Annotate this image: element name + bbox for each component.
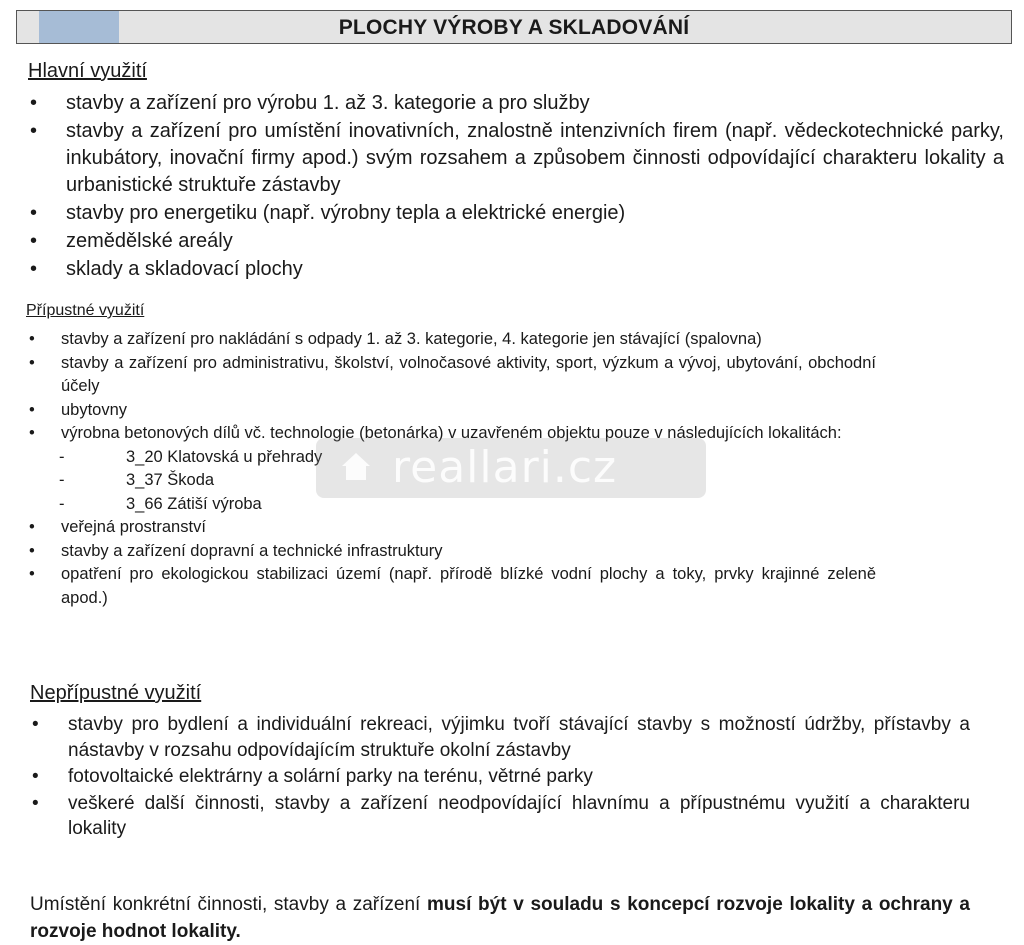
bullet-icon: •	[30, 230, 38, 252]
watermark-text: reallari.cz	[392, 442, 618, 493]
bullet-icon: •	[29, 565, 35, 583]
bullet-icon: •	[29, 518, 35, 536]
bullet-icon: •	[30, 92, 38, 114]
bullet-icon: •	[29, 330, 35, 348]
locality-item: - 3_66 Zátiší výroba	[59, 494, 262, 513]
house-icon	[338, 448, 374, 484]
bullet-icon: •	[30, 258, 38, 280]
closing-statement: Umístění konkrétní činnosti, stavby a zařízení musí být v souladu s koncepcí rozvoje lokality a ochrany a rozvoje hodnot lokality.	[30, 894, 970, 942]
permitted-use-heading: Přípustné využití	[26, 302, 145, 319]
bullet-icon: •	[29, 400, 35, 419]
list-item: • stavby a zařízení dopravní a technické infrastruktury	[28, 540, 876, 564]
locality-item: - 3_20 Klatovská u přehrady	[59, 447, 323, 466]
bullet-icon: •	[29, 424, 35, 442]
bullet-icon: •	[29, 541, 35, 560]
list-item: • stavby a zařízení pro výrobu 1. až 3. kategorie a pro služby	[28, 90, 1004, 117]
bullet-icon: •	[30, 202, 38, 224]
forbidden-use-list	[30, 712, 970, 843]
list-item: • zemědělské areály	[28, 228, 1004, 255]
list-item: • veřejná prostranství	[28, 516, 876, 540]
closing-emphasis: musí být v souladu s koncepcí rozvoje lokality a ochrany a rozvoje hodnot lokality.	[30, 894, 970, 942]
bullet-icon: •	[29, 353, 35, 372]
main-use-heading: Hlavní využití	[28, 60, 147, 82]
page-title: PLOCHY VÝROBY A SKLADOVÁNÍ	[338, 16, 690, 39]
forbidden-use-heading: Nepřípustné využití	[30, 682, 202, 704]
section-title-bar	[16, 10, 1012, 44]
list-item: • stavby a zařízení pro umístění inovativních, znalostně intenzivních firem (např. vědeckotechnické parky, inkubátory, inovační firmy apod.) svým rozsahem a způsobem činnosti odpovídající charakteru lokality a urbanistické struktuře zástavby	[30, 120, 1004, 196]
list-item: • stavby a zařízení pro administrativu, školství, volnočasové aktivity, sport, výzkum a vývoj, ubytování, obchodní účely	[29, 353, 876, 395]
list-item: • stavby pro energetiku (např. výrobny tepla a elektrické energie)	[28, 200, 1004, 227]
list-item: • stavby a zařízení pro nakládání s odpady 1. až 3. kategorie, 4. kategorie jen stávající (spalovna)	[28, 328, 876, 352]
list-item: • opatření pro ekologickou stabilizaci území (např. přírodě blízké vodní plochy a toky, prvky krajinné zeleně apod.)	[29, 565, 876, 607]
bullet-icon: •	[32, 792, 39, 814]
bullet-icon: •	[30, 120, 38, 142]
watermark	[316, 438, 706, 498]
list-item: • ubytovny	[28, 399, 876, 423]
list-item: • fotovoltaické elektrárny a solární parky na terénu, větrné parky	[30, 764, 970, 790]
bullet-icon: •	[32, 766, 39, 787]
locality-item: - 3_37 Škoda	[59, 471, 215, 489]
bullet-icon: •	[32, 714, 39, 735]
list-item: • sklady a skladovací plochy	[28, 256, 1004, 283]
list-item: • stavby pro bydlení a individuální rekreaci, výjimku tvoří stávající stavby s možností údržby, přístavby a nástavby v rozsahu odpovídajícím struktuře okolní zástavby	[32, 714, 970, 761]
main-use-list	[28, 90, 1004, 284]
list-item: • výrobna betonových dílů vč. technologie (betonárka) v uzavřeném objektu pouze v následujících lokalitách:	[28, 422, 876, 446]
list-item: • veškeré další činnosti, stavby a zařízení neodpovídající hlavnímu a přípustnému využití a charakteru lokality	[32, 792, 970, 839]
